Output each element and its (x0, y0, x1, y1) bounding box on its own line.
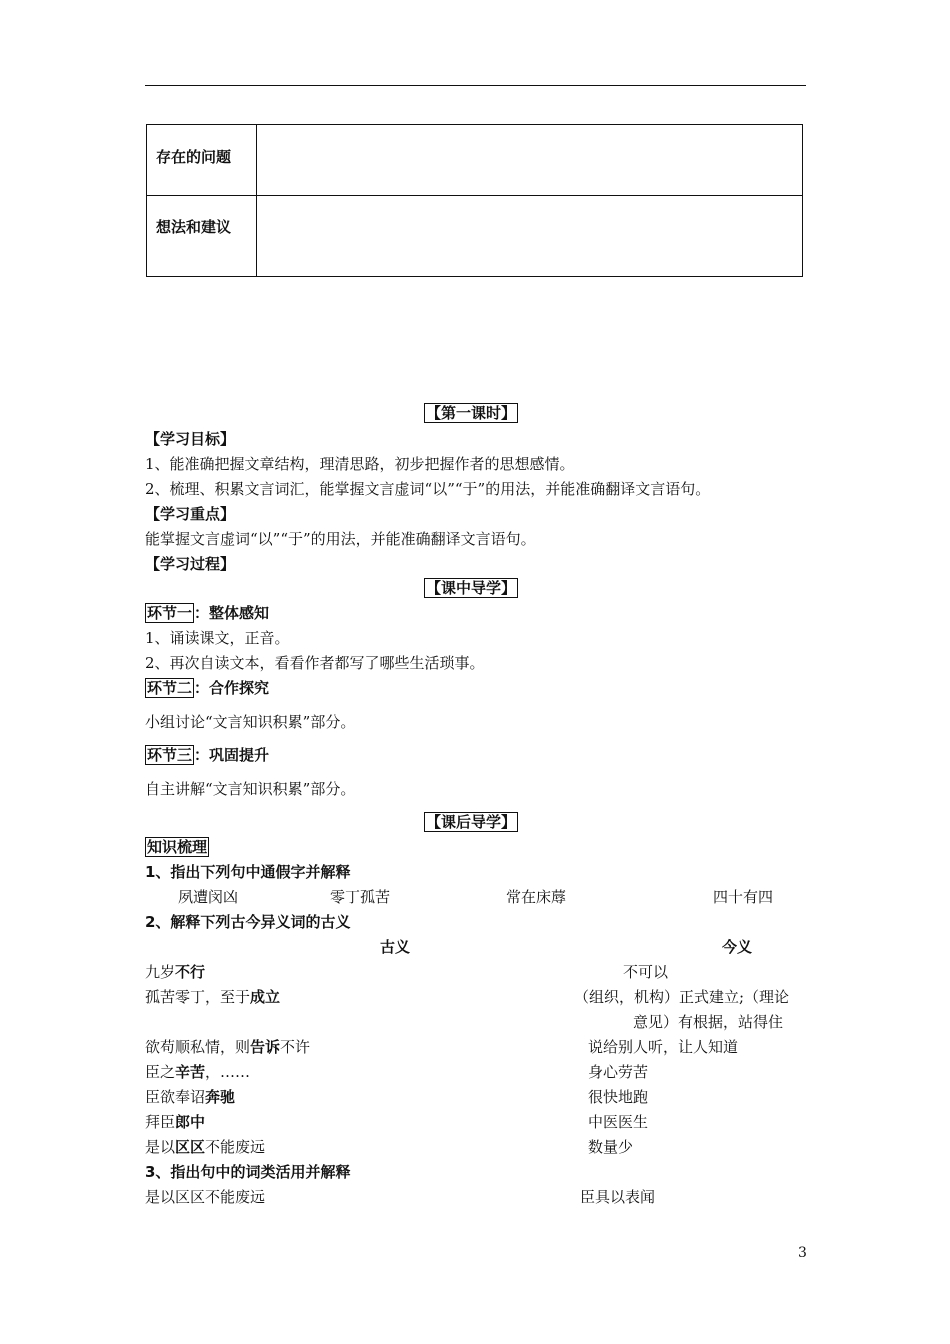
q1-item: 四十有四 (713, 888, 774, 906)
q3-heading: 3、指出句中的词类活用并解释 (145, 1163, 351, 1181)
term-modern: 中医医生 (588, 1113, 649, 1131)
process-heading: 【学习过程】 (145, 555, 236, 573)
suggestions-cell (257, 196, 803, 277)
step-1-item-2: 2、再次自读文本，看看作者都写了哪些生活琐事。 (145, 654, 485, 672)
term-row: 是以区区不能废远 (145, 1138, 266, 1156)
goal-1: 1、能准确把握文章结构，理清思路，初步把握作者的思想感情。 (145, 455, 575, 473)
suggestions-label: 想法和建议 (147, 196, 257, 277)
step-1-heading: 环节一 ：整体感知 (147, 604, 270, 622)
col-modern-header: 今义 (722, 938, 753, 956)
step-3-text: 自主讲解“文言知识积累”部分。 (145, 780, 356, 798)
q3-item: 是以区区不能废远 (145, 1188, 266, 1206)
term-modern: 不可以 (623, 963, 669, 981)
q1-item: 常在床蓐 (506, 888, 567, 906)
term-modern: 数量少 (588, 1138, 634, 1156)
q1-item: 夙遭闵凶 (178, 888, 239, 906)
step-2-text: 小组讨论“文言知识积累”部分。 (145, 713, 356, 731)
term-row: 臣之辛苦，…… (145, 1063, 251, 1081)
problems-cell (257, 125, 803, 196)
term-modern: 很快地跑 (588, 1088, 649, 1106)
step-1-item-1: 1、诵读课文，正音。 (145, 629, 290, 647)
term-modern: 身心劳苦 (588, 1063, 649, 1081)
term-row: 拜臣郎中 (145, 1113, 206, 1131)
in-class-title: 【课中导学】 (426, 579, 517, 597)
term-row: 欲苟顺私情，则告诉不许 (145, 1038, 311, 1056)
step-2-heading: 环节二 ：合作探究 (147, 679, 270, 697)
q2-heading: 2、解释下列古今异义词的古义 (145, 913, 351, 931)
col-ancient-header: 古义 (380, 938, 411, 956)
focus-text: 能掌握文言虚词“以”“于”的用法，并能准确翻译文言语句。 (145, 530, 536, 548)
goal-2: 2、梳理、积累文言词汇，能掌握文言虚词“以”“于”的用法，并能准确翻译文言语句。 (145, 480, 711, 498)
term-modern-continued: 意见）有根据，站得住 (633, 1013, 784, 1031)
term-row: 九岁不行 (145, 963, 206, 981)
goals-heading: 【学习目标】 (145, 430, 236, 448)
feedback-table (146, 124, 803, 277)
q1-item: 零丁孤苦 (330, 888, 391, 906)
header-rule (145, 85, 806, 86)
q1-heading: 1、指出下列句中通假字并解释 (145, 863, 351, 881)
term-modern: （组织，机构）正式建立;（理论 (574, 988, 790, 1006)
focus-heading: 【学习重点】 (145, 505, 236, 523)
step-3-heading: 环节三 ：巩固提升 (147, 746, 270, 764)
problems-label: 存在的问题 (147, 125, 257, 196)
page-number: 3 (798, 1245, 807, 1261)
term-modern: 说给别人听，让人知道 (588, 1038, 739, 1056)
knowledge-label: 知识梳理 (147, 838, 208, 856)
after-class-title: 【课后导学】 (426, 813, 517, 831)
term-row: 孤苦零丁，至于成立 (145, 988, 281, 1006)
lesson-title: 【第一课时】 (426, 404, 517, 422)
term-row: 臣欲奉诏奔驰 (145, 1088, 236, 1106)
q3-item: 臣具以表闻 (580, 1188, 656, 1206)
